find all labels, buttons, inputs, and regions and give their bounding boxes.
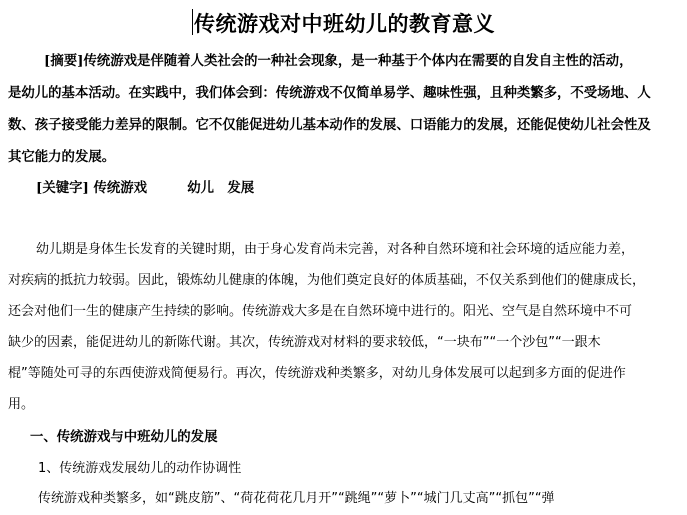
body-line-6: 用。 <box>8 397 35 412</box>
body-line-3: 还会对他们一生的健康产生持续的影响。传统游戏大多是在自然环境中进行的。阳光、空气是自然环境中不可 <box>8 304 633 319</box>
body-line-1: 幼儿期是身体生长发育的关键时期，由于身心发育尚未完善，对各种自然环境和社会环境的适应能力差， <box>36 242 635 257</box>
body-line-4: 缺少的因素，能促进幼儿的新陈代谢。其次，传统游戏对材料的要求较低，“一块布”“一个沙包”“一跟木 <box>8 335 601 350</box>
document-title: 传统游戏对中班幼儿的教育意义 <box>194 11 495 36</box>
text-cursor <box>192 9 193 35</box>
abstract-line-3: 数、孩子接受能力差异的限制。它不仅能促进幼儿基本动作的发展、口语能力的发展，还能促使幼儿社会性及 <box>8 117 651 133</box>
section-heading-1: 一、传统游戏与中班幼儿的发展 <box>30 429 218 445</box>
body-line-7: 传统游戏种类繁多，如“跳皮筋”、“荷花荷花几月开”“跳绳”“萝卜”“城门几丈高”“抓包”“弹 <box>38 491 555 506</box>
keywords-line: [关键字] 传统游戏 幼儿 发展 <box>36 180 255 196</box>
body-line-5: 棍”等随处可寻的东西使游戏简便易行。再次，传统游戏种类繁多，对幼儿身体发展可以起到多方面的促进作 <box>8 366 626 381</box>
body-line-2: 对疾病的抵抗力较弱。因此，锻炼幼儿健康的体魄，为他们奠定良好的体质基础，不仅关系到他们的健康成长， <box>8 273 646 288</box>
subsection-heading-1: 1、传统游戏发展幼儿的动作协调性 <box>38 461 242 476</box>
abstract-line-1: [摘要]传统游戏是伴随着人类社会的一种社会现象，是一种基于个体内在需要的自发自主性的活动， <box>44 53 633 69</box>
abstract-line-2: 是幼儿的基本活动。在实践中，我们体会到：传统游戏不仅简单易学、趣味性强，且种类繁多，不受场地、人 <box>8 85 651 101</box>
abstract-line-4: 其它能力的发展。 <box>8 149 116 165</box>
